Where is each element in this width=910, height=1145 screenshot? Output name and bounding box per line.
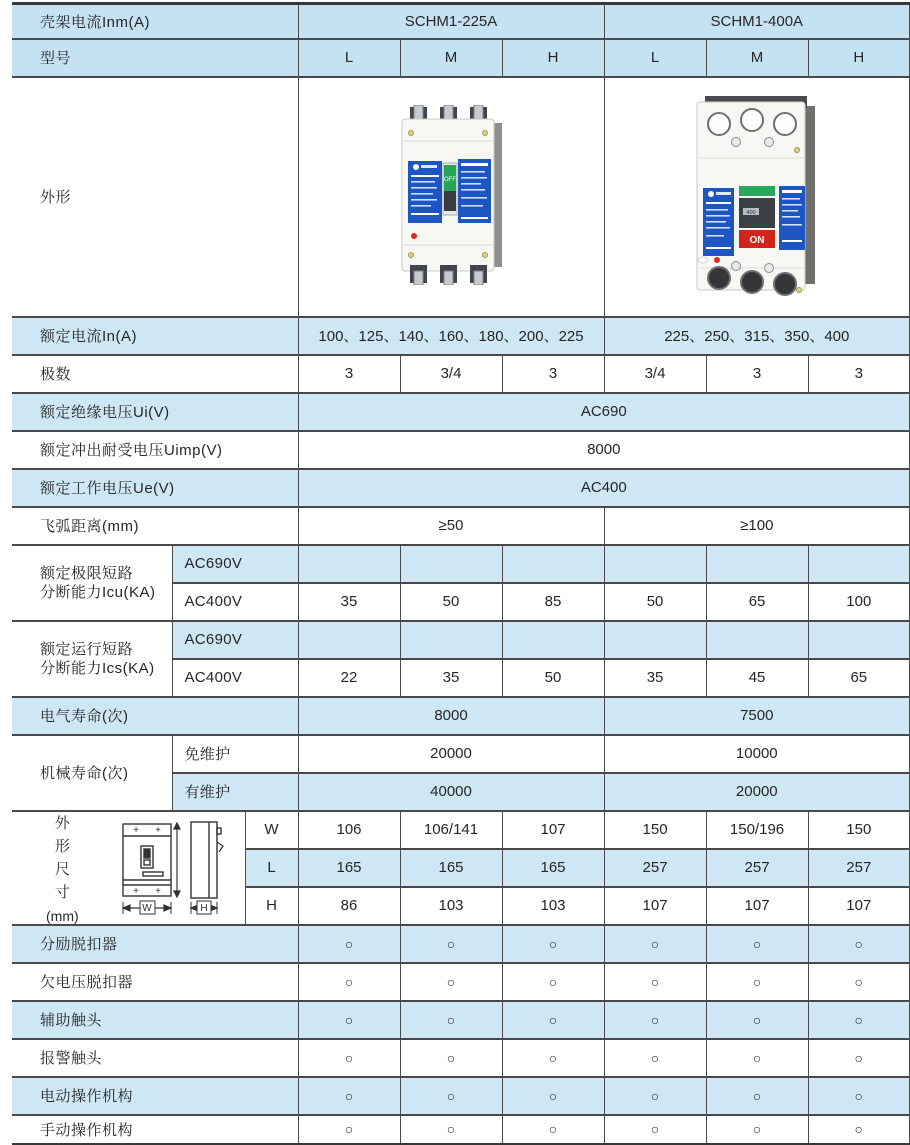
accessory-label: 辅助触头 — [12, 1001, 298, 1039]
option-dot: ○ — [706, 963, 808, 1001]
breaker-225a-right-panel — [458, 159, 491, 223]
rated-current-400a: 225、250、315、350、400 — [604, 317, 910, 355]
accessory-label: 欠电压脱扣器 — [12, 963, 298, 1001]
diagram-h-label: H — [200, 902, 208, 914]
dim-l-value: 257 — [808, 849, 910, 887]
dim-w-value: 150 — [808, 811, 910, 849]
breaker-400a-toggle-text: ON — [749, 234, 765, 246]
dim-h-value: 86 — [298, 887, 400, 925]
working-voltage-row — [12, 469, 910, 507]
icu-ac690-value — [502, 545, 604, 583]
breaker-225a-indicator-dot — [411, 233, 417, 239]
accessory-row-undervoltage-release — [12, 963, 910, 1001]
dim-w-value: 150/196 — [706, 811, 808, 849]
option-dot: ○ — [808, 1039, 910, 1077]
ics-ac400-value: 65 — [808, 659, 910, 697]
option-dot: ○ — [502, 1077, 604, 1115]
poles-value: 3 — [298, 355, 400, 393]
header-series-400a: SCHM1-400A — [604, 4, 910, 39]
poles-value: 3 — [808, 355, 910, 393]
poles-value: 3 — [502, 355, 604, 393]
option-dot: ○ — [298, 1001, 400, 1039]
dim-l-value: 257 — [706, 849, 808, 887]
option-dot: ○ — [298, 963, 400, 1001]
breaker-400a-left-panel — [703, 188, 734, 256]
arc-distance-label: 飞弧距离(mm) — [12, 507, 298, 545]
icu-sub-ac690: AC690V — [172, 545, 298, 583]
icu-label-line2: 分断能力Icu(KA) — [40, 583, 156, 601]
accessory-row-shunt-release — [12, 925, 910, 963]
arc-distance-row — [12, 507, 910, 545]
ics-ac400-value: 22 — [298, 659, 400, 697]
dimensions-unit: (mm) — [46, 907, 79, 924]
breaker-225a-left-panel — [408, 161, 442, 223]
accessory-label: 分励脱扣器 — [12, 925, 298, 963]
mechanical-life-maintfree-225a: 20000 — [298, 735, 604, 773]
dimensions-sub-w: W — [245, 811, 298, 849]
dimension-diagram — [89, 818, 241, 918]
ics-ac400-value: 35 — [400, 659, 502, 697]
appearance-row — [12, 77, 910, 317]
mechanical-life-sub-maintained: 有维护 — [172, 773, 298, 811]
header-row-frame-current — [12, 4, 910, 39]
option-dot: ○ — [298, 925, 400, 963]
ics-ac690-value — [502, 621, 604, 659]
poles-value: 3/4 — [604, 355, 706, 393]
rated-current-row — [12, 317, 910, 355]
appearance-label: 外形 — [12, 77, 298, 317]
impulse-voltage-row — [12, 431, 910, 469]
insulation-voltage-row — [12, 393, 910, 431]
dim-w-value: 107 — [502, 811, 604, 849]
ics-ac400-value: 50 — [502, 659, 604, 697]
ics-ac400-value: 35 — [604, 659, 706, 697]
ics-ac400-value: 45 — [706, 659, 808, 697]
mechanical-life-label: 机械寿命(次) — [12, 735, 172, 811]
svg-text:+: + — [132, 885, 139, 897]
icu-label-line1: 额定极限短路 — [40, 564, 134, 582]
option-dot: ○ — [604, 1115, 706, 1145]
ics-ac690-value — [808, 621, 910, 659]
dim-l-value: 165 — [298, 849, 400, 887]
header-level-225a-l: L — [298, 39, 400, 77]
icu-ac690-value — [808, 545, 910, 583]
breaker-225a-illustration — [388, 105, 514, 285]
option-dot: ○ — [604, 1077, 706, 1115]
header-level-400a-m: M — [706, 39, 808, 77]
header-series-225a: SCHM1-225A — [298, 4, 604, 39]
breaker-400a-rating-text: 400 — [746, 209, 756, 216]
mechanical-life-maintfree-row — [12, 735, 910, 773]
svg-text:+: + — [154, 885, 161, 897]
option-dot: ○ — [706, 1001, 808, 1039]
option-dot: ○ — [400, 925, 502, 963]
accessory-row-auxiliary-contact — [12, 1001, 910, 1039]
option-dot: ○ — [502, 925, 604, 963]
header-level-400a-h: H — [808, 39, 910, 77]
ics-sub-ac400: AC400V — [172, 659, 298, 697]
header-row-model — [12, 39, 910, 77]
option-dot: ○ — [808, 1077, 910, 1115]
header-level-225a-m: M — [400, 39, 502, 77]
svg-text:+: + — [132, 824, 139, 836]
breaker-400a-toggle — [739, 186, 775, 248]
header-level-225a-h: H — [502, 39, 604, 77]
mechanical-life-maintfree-400a: 10000 — [604, 735, 910, 773]
dim-w-value: 106 — [298, 811, 400, 849]
option-dot: ○ — [502, 1001, 604, 1039]
option-dot: ○ — [400, 963, 502, 1001]
icu-label — [12, 545, 172, 621]
breaker-photo-225a — [298, 77, 604, 317]
electrical-life-225a: 8000 — [298, 697, 604, 735]
ics-ac690-value — [706, 621, 808, 659]
dimensions-label: 外形尺寸 — [54, 814, 70, 901]
option-dot: ○ — [808, 1001, 910, 1039]
dim-h-value: 103 — [502, 887, 604, 925]
option-dot: ○ — [604, 1001, 706, 1039]
poles-label: 极数 — [12, 355, 298, 393]
dim-w-value: 150 — [604, 811, 706, 849]
electrical-life-400a: 7500 — [604, 697, 910, 735]
breaker-400a-indicator-dot — [714, 257, 720, 263]
poles-value: 3 — [706, 355, 808, 393]
arc-distance-400a: ≥100 — [604, 507, 910, 545]
header-frame-current-label: 壳架电流Inm(A) — [12, 4, 298, 39]
accessory-row-manual-operator — [12, 1115, 910, 1145]
breaker-400a-illustration — [687, 92, 827, 298]
impulse-voltage-value: 8000 — [298, 431, 910, 469]
accessory-row-alarm-contact — [12, 1039, 910, 1077]
accessory-label: 手动操作机构 — [12, 1115, 298, 1145]
accessory-label: 报警触头 — [12, 1039, 298, 1077]
spec-table — [12, 2, 910, 1145]
mechanical-life-maintained-225a: 40000 — [298, 773, 604, 811]
electrical-life-label: 电气寿命(次) — [12, 697, 298, 735]
option-dot: ○ — [808, 925, 910, 963]
dimensions-label-cell — [12, 811, 245, 925]
dim-l-value: 165 — [502, 849, 604, 887]
option-dot: ○ — [298, 1077, 400, 1115]
mechanical-life-maintained-400a: 20000 — [604, 773, 910, 811]
dimensions-sub-h: H — [245, 887, 298, 925]
icu-ac690-value — [604, 545, 706, 583]
impulse-voltage-label: 额定冲出耐受电压Uimp(V) — [12, 431, 298, 469]
header-model-label: 型号 — [12, 39, 298, 77]
header-level-400a-l: L — [604, 39, 706, 77]
dim-l-value: 257 — [604, 849, 706, 887]
option-dot: ○ — [502, 1115, 604, 1145]
option-dot: ○ — [400, 1001, 502, 1039]
option-dot: ○ — [808, 963, 910, 1001]
svg-text:+: + — [154, 824, 161, 836]
dimensions-sub-l: L — [245, 849, 298, 887]
ics-ac690-value — [298, 621, 400, 659]
accessory-label: 电动操作机构 — [12, 1077, 298, 1115]
breaker-400a-right-panel — [779, 186, 805, 250]
breaker-225a-bottom-terminals — [410, 265, 487, 285]
ics-label-line1: 额定运行短路 — [40, 640, 134, 658]
option-dot: ○ — [298, 1115, 400, 1145]
working-voltage-label: 额定工作电压Ue(V) — [12, 469, 298, 507]
icu-ac400-value: 65 — [706, 583, 808, 621]
poles-row — [12, 355, 910, 393]
working-voltage-value: AC400 — [298, 469, 910, 507]
ics-ac690-value — [400, 621, 502, 659]
option-dot: ○ — [706, 1077, 808, 1115]
breaker-photo-400a — [604, 77, 910, 317]
dim-w-value: 106/141 — [400, 811, 502, 849]
option-dot: ○ — [604, 925, 706, 963]
icu-ac400-value: 50 — [400, 583, 502, 621]
breaker-225a-toggle-text: OFF — [444, 176, 457, 183]
option-dot: ○ — [604, 963, 706, 1001]
icu-ac400-value: 100 — [808, 583, 910, 621]
ics-ac690-value — [604, 621, 706, 659]
insulation-voltage-value: AC690 — [298, 393, 910, 431]
option-dot: ○ — [502, 963, 604, 1001]
insulation-voltage-label: 额定绝缘电压Ui(V) — [12, 393, 298, 431]
option-dot: ○ — [706, 925, 808, 963]
dim-h-value: 107 — [706, 887, 808, 925]
breaker-400a-top-holes — [708, 109, 796, 135]
option-dot: ○ — [502, 1039, 604, 1077]
option-dot: ○ — [706, 1039, 808, 1077]
dim-h-value: 103 — [400, 887, 502, 925]
option-dot: ○ — [400, 1115, 502, 1145]
dim-h-value: 107 — [604, 887, 706, 925]
poles-value: 3/4 — [400, 355, 502, 393]
icu-ac690-value — [298, 545, 400, 583]
option-dot: ○ — [604, 1039, 706, 1077]
ics-sub-ac690: AC690V — [172, 621, 298, 659]
rated-current-label: 额定电流In(A) — [12, 317, 298, 355]
electrical-life-row — [12, 697, 910, 735]
ics-label — [12, 621, 172, 697]
breaker-225a-toggle — [443, 163, 457, 215]
option-dot: ○ — [400, 1039, 502, 1077]
icu-ac400-value: 85 — [502, 583, 604, 621]
dim-h-value: 107 — [808, 887, 910, 925]
diagram-w-label: W — [141, 902, 152, 914]
icu-sub-ac400: AC400V — [172, 583, 298, 621]
ics-ac690-row — [12, 621, 910, 659]
option-dot: ○ — [298, 1039, 400, 1077]
icu-ac690-value — [400, 545, 502, 583]
rated-current-225a: 100、125、140、160、180、200、225 — [298, 317, 604, 355]
option-dot: ○ — [706, 1115, 808, 1145]
option-dot: ○ — [400, 1077, 502, 1115]
dimensions-w-row — [12, 811, 910, 849]
option-dot: ○ — [808, 1115, 910, 1145]
icu-ac400-value: 35 — [298, 583, 400, 621]
arc-distance-225a: ≥50 — [298, 507, 604, 545]
icu-ac400-value: 50 — [604, 583, 706, 621]
accessory-row-motor-operator — [12, 1077, 910, 1115]
mechanical-life-sub-maintfree: 免维护 — [172, 735, 298, 773]
ics-label-line2: 分断能力Ics(KA) — [40, 659, 155, 677]
icu-ac690-value — [706, 545, 808, 583]
dim-l-value: 165 — [400, 849, 502, 887]
icu-ac690-row — [12, 545, 910, 583]
